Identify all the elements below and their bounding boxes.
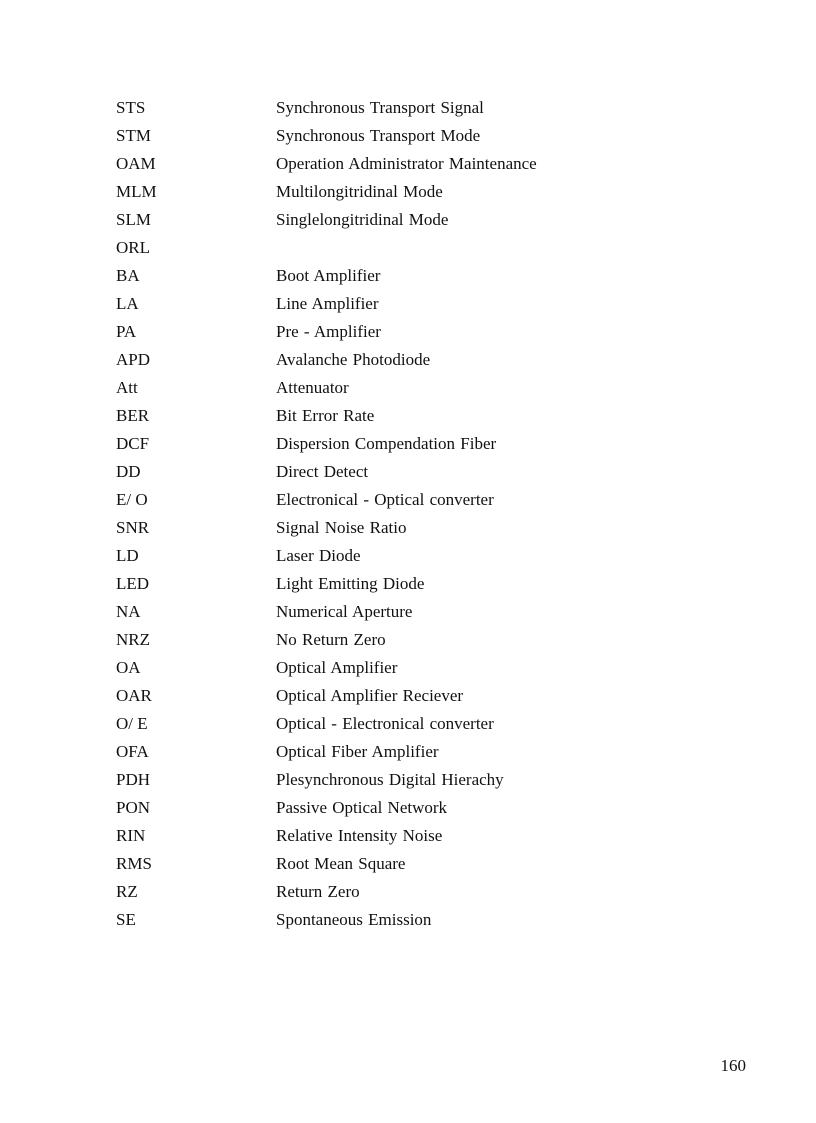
abbreviation-term: PDH [116, 769, 151, 789]
abbreviation-row [116, 94, 736, 122]
abbreviation-term: OAM [116, 154, 156, 174]
abbreviation-term: LD [116, 545, 139, 565]
abbreviation-meaning: Avalanche Photodiode [276, 350, 431, 370]
page-number: 160 [720, 1056, 746, 1075]
abbreviation-term: MLM [116, 182, 157, 202]
abbreviation-term: SLM [116, 210, 151, 230]
abbreviation-row [116, 821, 736, 849]
abbreviation-meaning: Numerical Aperture [276, 601, 413, 621]
abbreviation-row [116, 877, 736, 905]
abbreviation-term: NRZ [116, 629, 150, 649]
abbreviation-meaning: Attenuator [276, 378, 349, 398]
abbreviation-meaning: Laser Diode [276, 545, 361, 565]
abbreviation-row [116, 793, 736, 821]
abbreviation-row [116, 122, 736, 150]
abbreviation-row [116, 290, 736, 318]
abbreviation-meaning: Boot Amplifier [276, 266, 381, 286]
abbreviation-term: RIN [116, 825, 146, 845]
abbreviation-row [116, 486, 736, 514]
abbreviation-list [116, 94, 736, 933]
abbreviation-meaning: Light Emitting Diode [276, 573, 425, 593]
abbreviation-row [116, 178, 736, 206]
abbreviation-row [116, 318, 736, 346]
abbreviation-meaning: Optical Fiber Amplifier [276, 741, 439, 761]
abbreviation-term: SNR [116, 518, 150, 538]
abbreviation-term: LED [116, 573, 150, 593]
abbreviation-row [116, 458, 736, 486]
abbreviation-term: PA [116, 322, 137, 342]
abbreviation-row [116, 374, 736, 402]
abbreviation-meaning: Singlelongitridinal Mode [276, 210, 449, 230]
abbreviation-meaning: Synchronous Transport Mode [276, 126, 481, 146]
abbreviation-row [116, 150, 736, 178]
abbreviation-term: DCF [116, 434, 150, 454]
abbreviation-row [116, 625, 736, 653]
abbreviation-meaning: Line Amplifier [276, 294, 379, 314]
abbreviation-term: RZ [116, 881, 138, 901]
abbreviation-term: BER [116, 406, 150, 426]
abbreviation-meaning: Pre - Amplifier [276, 322, 381, 342]
abbreviation-meaning: Dispersion Compendation Fiber [276, 434, 497, 454]
abbreviation-term: E/ O [116, 490, 148, 510]
abbreviation-meaning: Direct Detect [276, 462, 369, 482]
abbreviation-row [116, 597, 736, 625]
abbreviation-term: RMS [116, 853, 152, 873]
abbreviation-row [116, 849, 736, 877]
abbreviation-meaning: Relative Intensity Noise [276, 825, 443, 845]
abbreviation-term: OA [116, 657, 141, 677]
abbreviation-row [116, 234, 736, 262]
abbreviation-row [116, 653, 736, 681]
abbreviation-term: PON [116, 797, 151, 817]
abbreviation-row [116, 402, 736, 430]
abbreviation-term: STS [116, 98, 146, 118]
abbreviation-term: ORL [116, 238, 150, 258]
abbreviation-row [116, 765, 736, 793]
abbreviation-meaning: Passive Optical Network [276, 797, 448, 817]
abbreviation-row [116, 905, 736, 933]
abbreviation-row [116, 569, 736, 597]
abbreviation-meaning: Optical - Electronical converter [276, 713, 494, 733]
abbreviation-meaning: Synchronous Transport Signal [276, 98, 484, 118]
abbreviation-meaning: Plesynchronous Digital Hierachy [276, 769, 504, 789]
abbreviation-meaning: Root Mean Square [276, 853, 406, 873]
abbreviation-meaning: Multilongitridinal Mode [276, 182, 443, 202]
abbreviation-term: APD [116, 350, 151, 370]
abbreviation-term: NA [116, 601, 141, 621]
abbreviation-term: SE [116, 909, 136, 929]
abbreviation-row [116, 206, 736, 234]
abbreviation-meaning: Signal Noise Ratio [276, 518, 407, 538]
abbreviation-term: STM [116, 126, 151, 146]
abbreviation-row [116, 430, 736, 458]
abbreviation-term: OAR [116, 685, 152, 705]
abbreviation-meaning: Return Zero [276, 881, 360, 901]
abbreviation-row [116, 737, 736, 765]
abbreviation-row [116, 514, 736, 542]
abbreviation-term: BA [116, 266, 140, 286]
abbreviation-row [116, 262, 736, 290]
abbreviation-meaning: No Return Zero [276, 629, 386, 649]
abbreviation-meaning: Optical Amplifier Reciever [276, 685, 464, 705]
abbreviation-term: Att [116, 378, 138, 398]
abbreviation-meaning: Operation Administrator Maintenance [276, 154, 537, 174]
abbreviation-term: O/ E [116, 713, 148, 733]
abbreviation-term: DD [116, 462, 141, 482]
abbreviation-meaning: Bit Error Rate [276, 406, 375, 426]
abbreviation-row [116, 709, 736, 737]
abbreviation-meaning: Spontaneous Emission [276, 909, 432, 929]
abbreviation-meaning: Electronical - Optical converter [276, 490, 494, 510]
abbreviation-term: OFA [116, 741, 149, 761]
abbreviation-row [116, 681, 736, 709]
abbreviation-meaning: Optical Amplifier [276, 657, 398, 677]
abbreviation-row [116, 346, 736, 374]
abbreviation-term: LA [116, 294, 139, 314]
abbreviation-row [116, 542, 736, 570]
